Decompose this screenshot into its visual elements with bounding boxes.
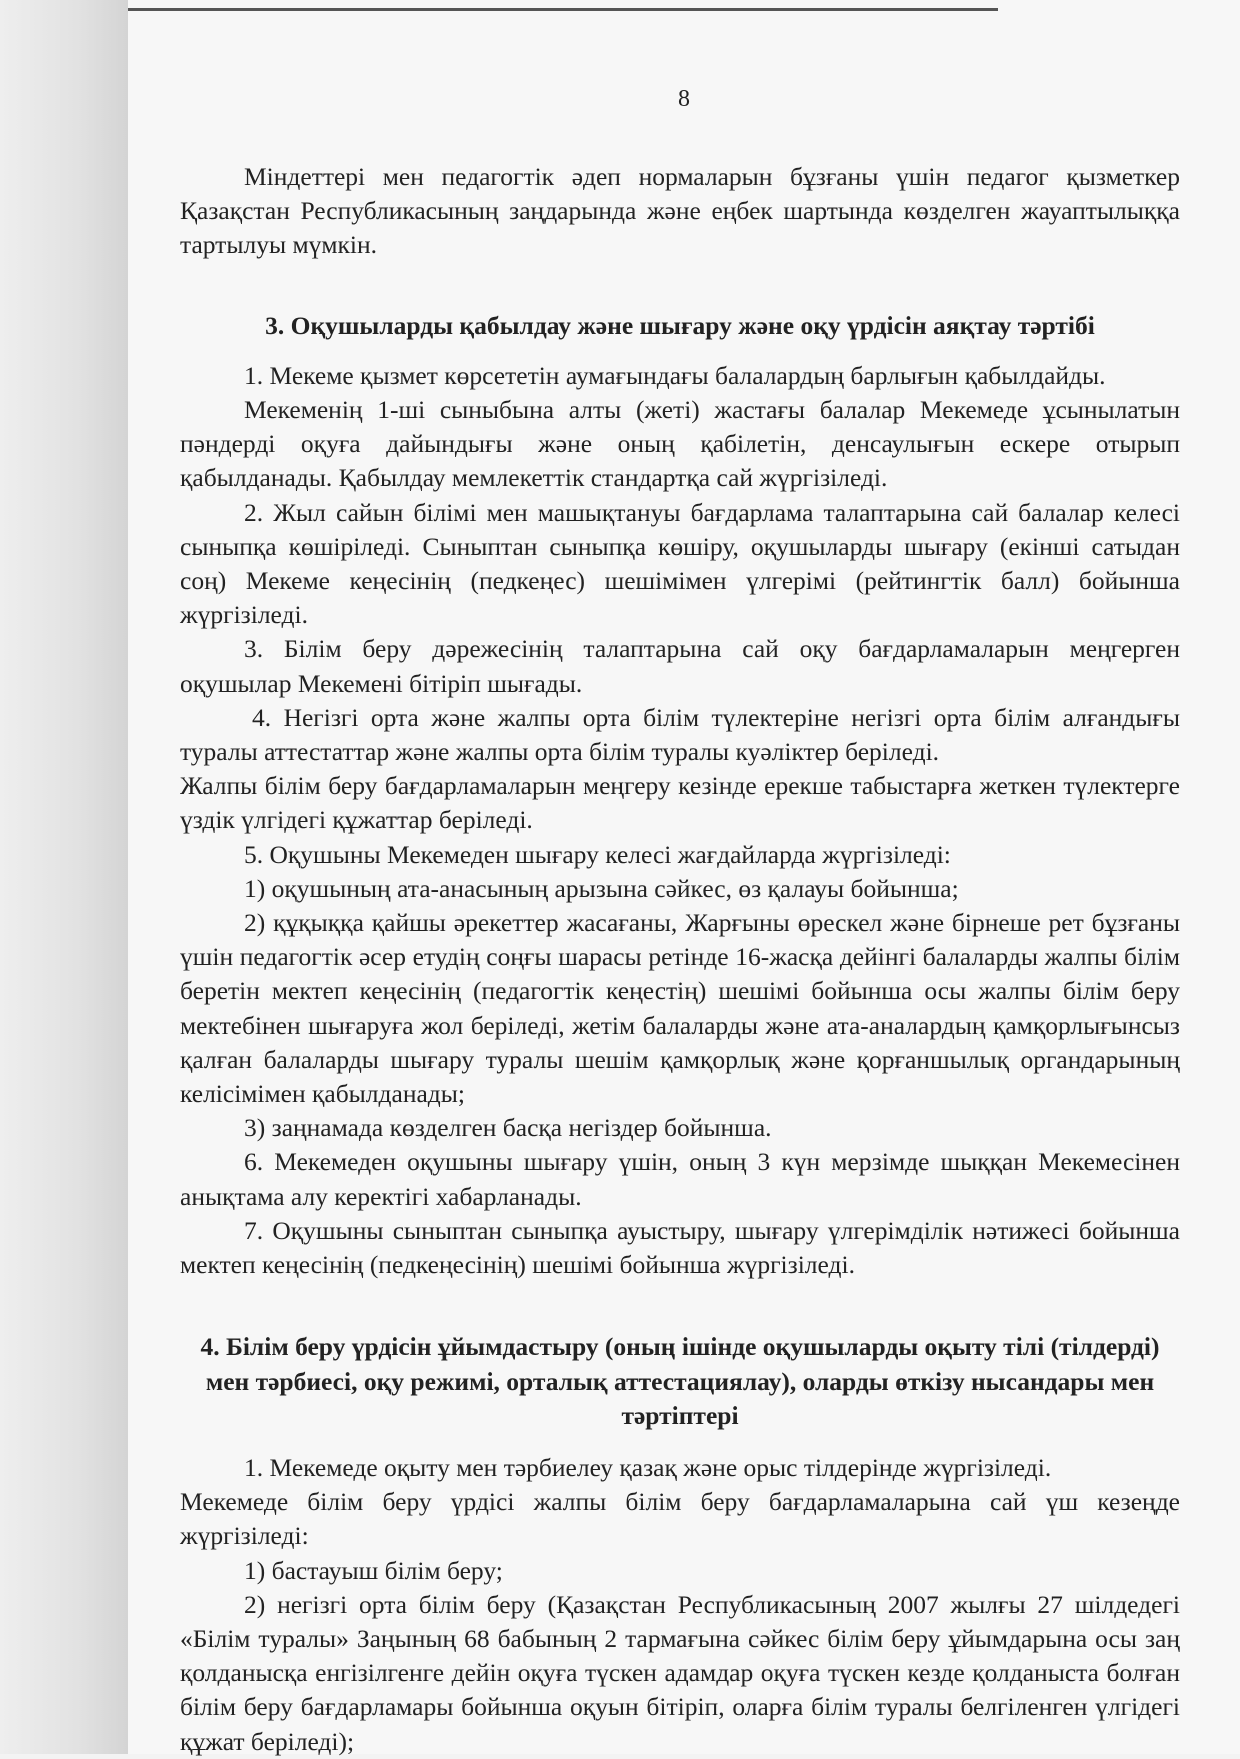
scan-binding-edge bbox=[0, 0, 128, 1754]
section-3-paragraph: 3) заңнамада көзделген басқа негіздер бойынша. bbox=[244, 1113, 772, 1143]
section-3-paragraph: 1. Мекеме қызмет көрсететін аумағындағы балалардың барлығын қабылдайды. bbox=[244, 360, 1106, 390]
section-3-paragraph: Жалпы білім беру бағдарламаларын меңгеру кезінде ерекше табыстарға жеткен түлектерге үздік үлгідегі құжаттар беріледі. bbox=[180, 771, 1180, 835]
section-3-paragraph: 2. Жыл сайын білімі мен машықтануы бағдарлама талаптарына сай балалар келесі сыныпқа көшіріледі. Сыныптан сыныпқа көшіру, оқушыларды шығару (екінші сатыдан соң) Мекеме кеңесінің (педкеңес) шешімімен үлгерімі (рейтингтік балл) бойынша жүргізіледі. bbox=[180, 497, 1180, 630]
section-4-paragraph: Мекемеде білім беру үрдісі жалпы білім беру бағдарламаларына сай үш кезеңде жүргізіледі: bbox=[180, 1487, 1180, 1551]
top-rule bbox=[128, 8, 998, 11]
section-4-paragraph: 1. Мекемеде оқыту мен тәрбиелеу қазақ және орыс тілдерінде жүргізіледі. bbox=[244, 1452, 1052, 1482]
page-number: 8 bbox=[678, 86, 690, 112]
document-body bbox=[180, 160, 1180, 1759]
section-3-heading: 3. Оқушыларды қабылдау және шығару және оқу үрдісін аяқтау тәртібі bbox=[265, 310, 1095, 340]
section-3-paragraph: 7. Оқушыны сыныптан сыныпқа ауыстыру, шығару үлгерімділік нәтижесі бойынша мектеп кеңесінің (педкеңесінің) шешімі бойынша жүргізіледі. bbox=[180, 1215, 1180, 1280]
section-3-paragraph: 4. Негізгі орта және жалпы орта білім түлектеріне негізгі орта білім алғандығы туралы аттестаттар және жалпы орта білім туралы куәліктер беріледі. bbox=[180, 702, 1180, 767]
section-4-paragraph: 1) бастауыш білім беру; bbox=[244, 1555, 503, 1585]
section-3-paragraph: 5. Оқушыны Мекемеден шығару келесі жағдайларда жүргізіледі: bbox=[244, 839, 951, 869]
section-3-paragraph: 1) оқушының ата-анасының арызына сәйкес, өз қалауы бойынша; bbox=[244, 873, 959, 903]
section-4-heading: 4. Білім беру үрдісін ұйымдастыру (оның ішінде оқушыларды оқыту тілі (тілдерді) мен тәрбиесі, оқу режимі, орталық аттестациялау), оларды өткізу нысандары мен тәртіптері bbox=[200, 1332, 1160, 1430]
document-page bbox=[128, 0, 1240, 1754]
intro-paragraph: Міндеттері мен педагогтік әдеп нормаларын бұзғаны үшін педагог қызметкер Қазақстан Республикасының заңдарында және еңбек шартында көзделген жауаптылыққа тартылуы мүмкін. bbox=[180, 162, 1180, 260]
section-3-paragraph: 2) құқыққа қайшы әрекеттер жасағаны, Жарғыны өрескел және бірнеше рет бұзғаны үшін педагогтік әсер етудің соңғы шарасы ретінде 16-жасқа дейінгі балаларды жалпы білім беретін мектеп кеңесінің (педагогтік кеңестің) шешімі бойынша осы жалпы білім беру мектебінен шығаруға жол беріледі, жетім балаларды және ата-аналардың қамқорлығынсыз қалған балаларды шығару туралы шешім қамқорлық және қорғаншылық органдарының келісімімен қабылданады; bbox=[180, 908, 1180, 1109]
section-3-paragraph: 6. Мекемеден оқушыны шығару үшін, оның 3 күн мерзімде шыққан Мекемесінен анықтама алу керектігі хабарланады. bbox=[180, 1147, 1180, 1211]
section-3-paragraph: Мекеменің 1-ші сыныбына алты (жеті) жастағы балалар Мекемеде ұсынылатын пәндерді оқуға дайындығы және оның қабілетін, денсаулығын ескере отырып қабылданады. Қабылдау мемлекеттік стандартқа сай жүргізіледі. bbox=[180, 395, 1180, 493]
section-3-paragraph: 3. Білім беру дәрежесінің талаптарына сай оқу бағдарламаларын меңгерген оқушылар Мекемені бітіріп шығады. bbox=[180, 634, 1180, 698]
section-4-paragraph: 2) негізгі орта білім беру (Қазақстан Республикасының 2007 жылғы 27 шілдедегі «Білім туралы» Заңының 68 бабының 2 тармағына сәйкес білім беру ұйымдарына осы заң қолданысқа енгізілгенге дейін оқуға түскен адамдар оқуға түскен кезде қолданыста болған білім беру бағдарламары бойынша оқуын бітіріп, оларға білім туралы белгіленген үлгідегі құжат беріледі); bbox=[180, 1589, 1180, 1756]
